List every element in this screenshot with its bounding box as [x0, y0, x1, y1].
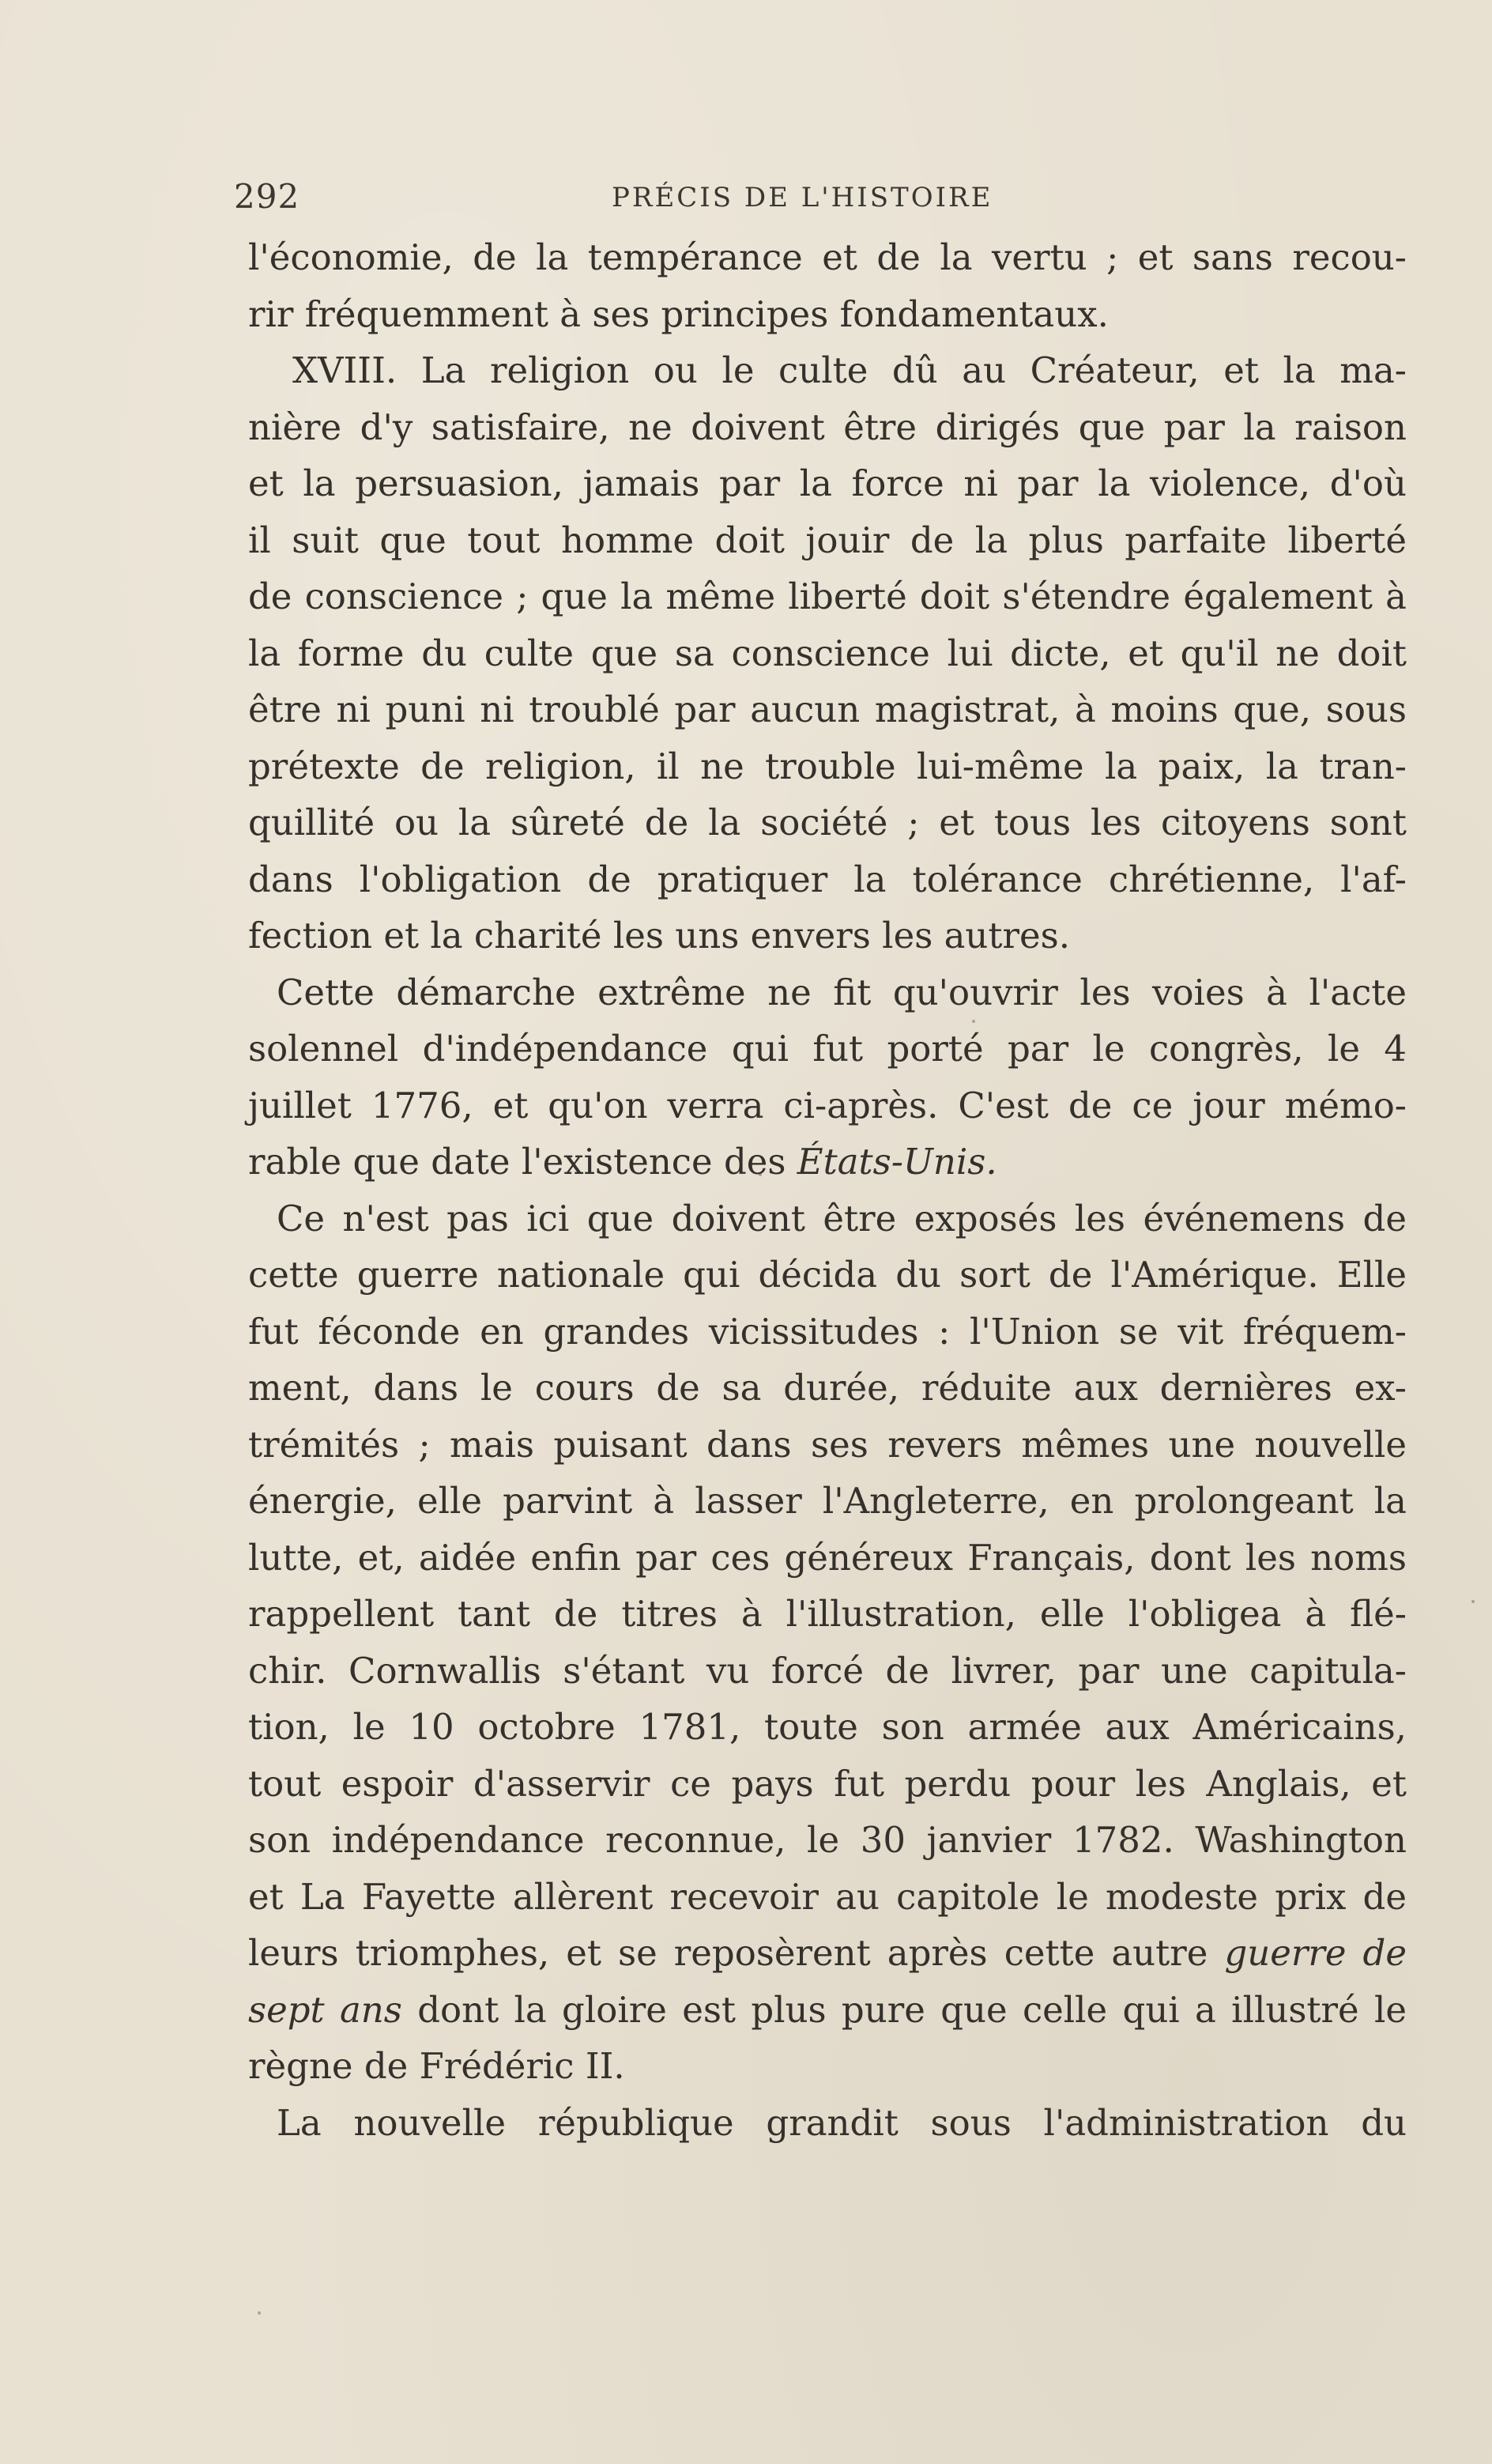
text-segment: leurs triomphes, et se reposèrent après cette autre	[248, 1932, 1225, 1974]
text-line-with-italic	[248, 1134, 1407, 1190]
text-line: et la persuasion, jamais par la force ni par la violence, d'où	[248, 462, 1407, 504]
text-line: énergie, elle parvint à lasser l'Angleterre, en prolongeant la	[248, 1480, 1407, 1522]
text-line: lutte, et, aidée enfin par ces généreux Français, dont les noms	[248, 1536, 1407, 1579]
text-line: Cette démarche extrême ne fit qu'ouvrir les voies à l'acte	[277, 971, 1407, 1013]
text-line: XVIII. La religion ou le culte dû au Créateur, et la ma-	[292, 349, 1407, 391]
text-line: rir fréquemment à ses principes fondamentaux.	[248, 292, 1109, 335]
running-head: PRÉCIS DE L'HISTOIRE	[612, 182, 993, 213]
text-line-with-italic	[248, 1982, 1407, 2039]
paper-speck	[972, 1020, 975, 1023]
paper-speck	[258, 2311, 261, 2315]
italic-guerre-de: guerre de	[1224, 1932, 1407, 1974]
text-line: tout espoir d'asservir ce pays fut perdu pour les Anglais, et	[248, 1762, 1407, 1805]
text-line: Ce n'est pas ici que doivent être exposés les événemens de	[277, 1197, 1407, 1240]
text-line: tion, le 10 octobre 1781, toute son armée aux Américains,	[248, 1706, 1407, 1748]
text-line: cette guerre nationale qui décida du sort de l'Amérique. Elle	[248, 1254, 1407, 1296]
text-line: l'économie, de la tempérance et de la vertu ; et sans recou-	[248, 236, 1407, 278]
text-line: prétexte de religion, il ne trouble lui-même la paix, la tran-	[248, 745, 1407, 787]
text-line: fut féconde en grandes vicissitudes : l'Union se vit fréquem-	[248, 1310, 1407, 1353]
text-line: rappellent tant de titres à l'illustration, elle l'obligea à flé-	[248, 1593, 1407, 1635]
page-number: 292	[234, 177, 300, 216]
text-line: il suit que tout homme doit jouir de la plus parfaite liberté	[248, 519, 1407, 561]
text-line: nière d'y satisfaire, ne doivent être dirigés que par la raison	[248, 406, 1407, 448]
text-line: de conscience ; que la même liberté doit s'étendre également à	[248, 575, 1407, 617]
italic-etats-unis: États-Unis.	[797, 1141, 997, 1183]
paper-speck	[1471, 1600, 1475, 1603]
text-line: dans l'obligation de pratiquer la tolérance chrétienne, l'af-	[248, 858, 1407, 900]
text-line: ment, dans le cours de sa durée, réduite aux dernières ex-	[248, 1367, 1407, 1409]
text-segment: rable que date l'existence des	[248, 1141, 797, 1183]
text-line: quillité ou la sûreté de la société ; et tous les citoyens sont	[248, 802, 1407, 843]
text-line: chir. Cornwallis s'étant vu forcé de livrer, par une capitula-	[248, 1649, 1407, 1692]
body-text	[248, 229, 1407, 2151]
text-line: fection et la charité les uns envers les autres.	[248, 915, 1071, 957]
text-line: La nouvelle république grandit sous l'administration du	[277, 2101, 1407, 2144]
text-line: être ni puni ni troublé par aucun magistrat, à moins que, sous	[248, 689, 1407, 730]
text-line: solennel d'indépendance qui fut porté par le congrès, le 4	[248, 1028, 1407, 1070]
italic-sept-ans: sept ans	[248, 1988, 402, 2031]
text-line: la forme du culte que sa conscience lui dicte, et qu'il ne doit	[248, 632, 1407, 674]
text-line: son indépendance reconnue, le 30 janvier 1782. Washington	[248, 1819, 1407, 1861]
text-line-with-italic	[248, 1925, 1407, 1982]
text-line: et La Fayette allèrent recevoir au capitole le modeste prix de	[248, 1875, 1407, 1918]
text-line: trémités ; mais puisant dans ses revers mêmes une nouvelle	[248, 1423, 1407, 1466]
text-line: règne de Frédéric II.	[248, 2045, 625, 2087]
text-line: juillet 1776, et qu'on verra ci-après. C'est de ce jour mémo-	[248, 1084, 1407, 1126]
page-header	[234, 177, 1024, 225]
text-segment: dont la gloire est plus pure que celle qui a illustré le	[417, 1988, 1407, 2031]
paper-speck	[759, 1173, 762, 1176]
